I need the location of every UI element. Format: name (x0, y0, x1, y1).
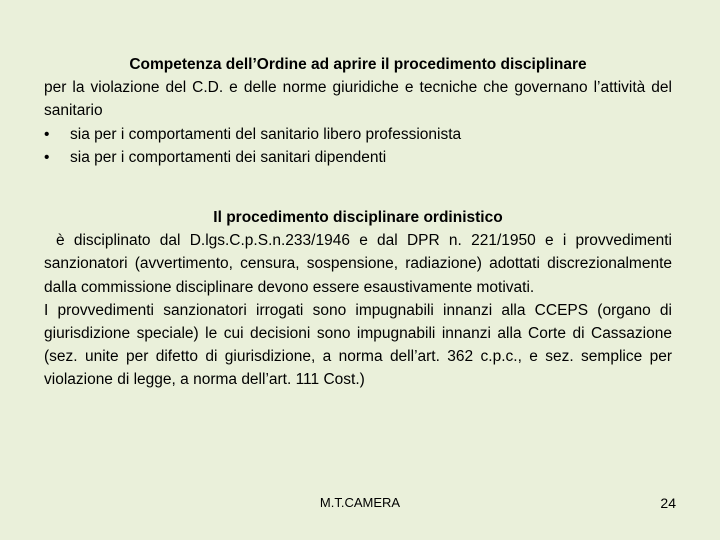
bullet-text: sia per i comportamenti dei sanitari dipendenti (70, 148, 387, 166)
competence-section (44, 53, 672, 169)
procedure-paragraph-1: è disciplinato dal D.lgs.C.p.S.n.233/1946 e dal DPR n. 221/1950 e i provvedimenti sanzionatori (avvertimento, censura, sospensione, radiazione) adottati discrezionalmente dalla commissione disciplinare devono essere esaustivamente motivati. (44, 232, 672, 296)
bullet-item (44, 123, 672, 146)
procedure-paragraph-2: I provvedimenti sanzionatori irrogati sono impugnabili innanzi alla CCEPS (organo di giurisdizione speciale) le cui decisioni sono impugnabili innanzi alla Corte di Cassazione (sez. unite per difetto di giurisdizione, a norma dell’art. 362 c.p.c., e sez. semplice per violazione di legge, a norma dell’art. 111 Cost.) (44, 301, 672, 389)
bullet-marker: • (44, 125, 50, 143)
page-number: 24 (660, 495, 676, 511)
bullet-text: sia per i comportamenti del sanitario libero professionista (70, 125, 462, 143)
footer-author: M.T.CAMERA (319, 495, 401, 510)
bullet-marker: • (44, 148, 50, 166)
procedure-heading: Il procedimento disciplinare ordinistico (213, 209, 503, 226)
competence-text: per la violazione del C.D. e delle norme giuridiche e tecniche che governano l’attività del sanitario (44, 79, 672, 120)
competence-heading: Competenza dell’Ordine ad aprire il procedimento disciplinare (129, 56, 587, 73)
procedure-section (44, 206, 672, 392)
bullet-item (44, 146, 672, 169)
